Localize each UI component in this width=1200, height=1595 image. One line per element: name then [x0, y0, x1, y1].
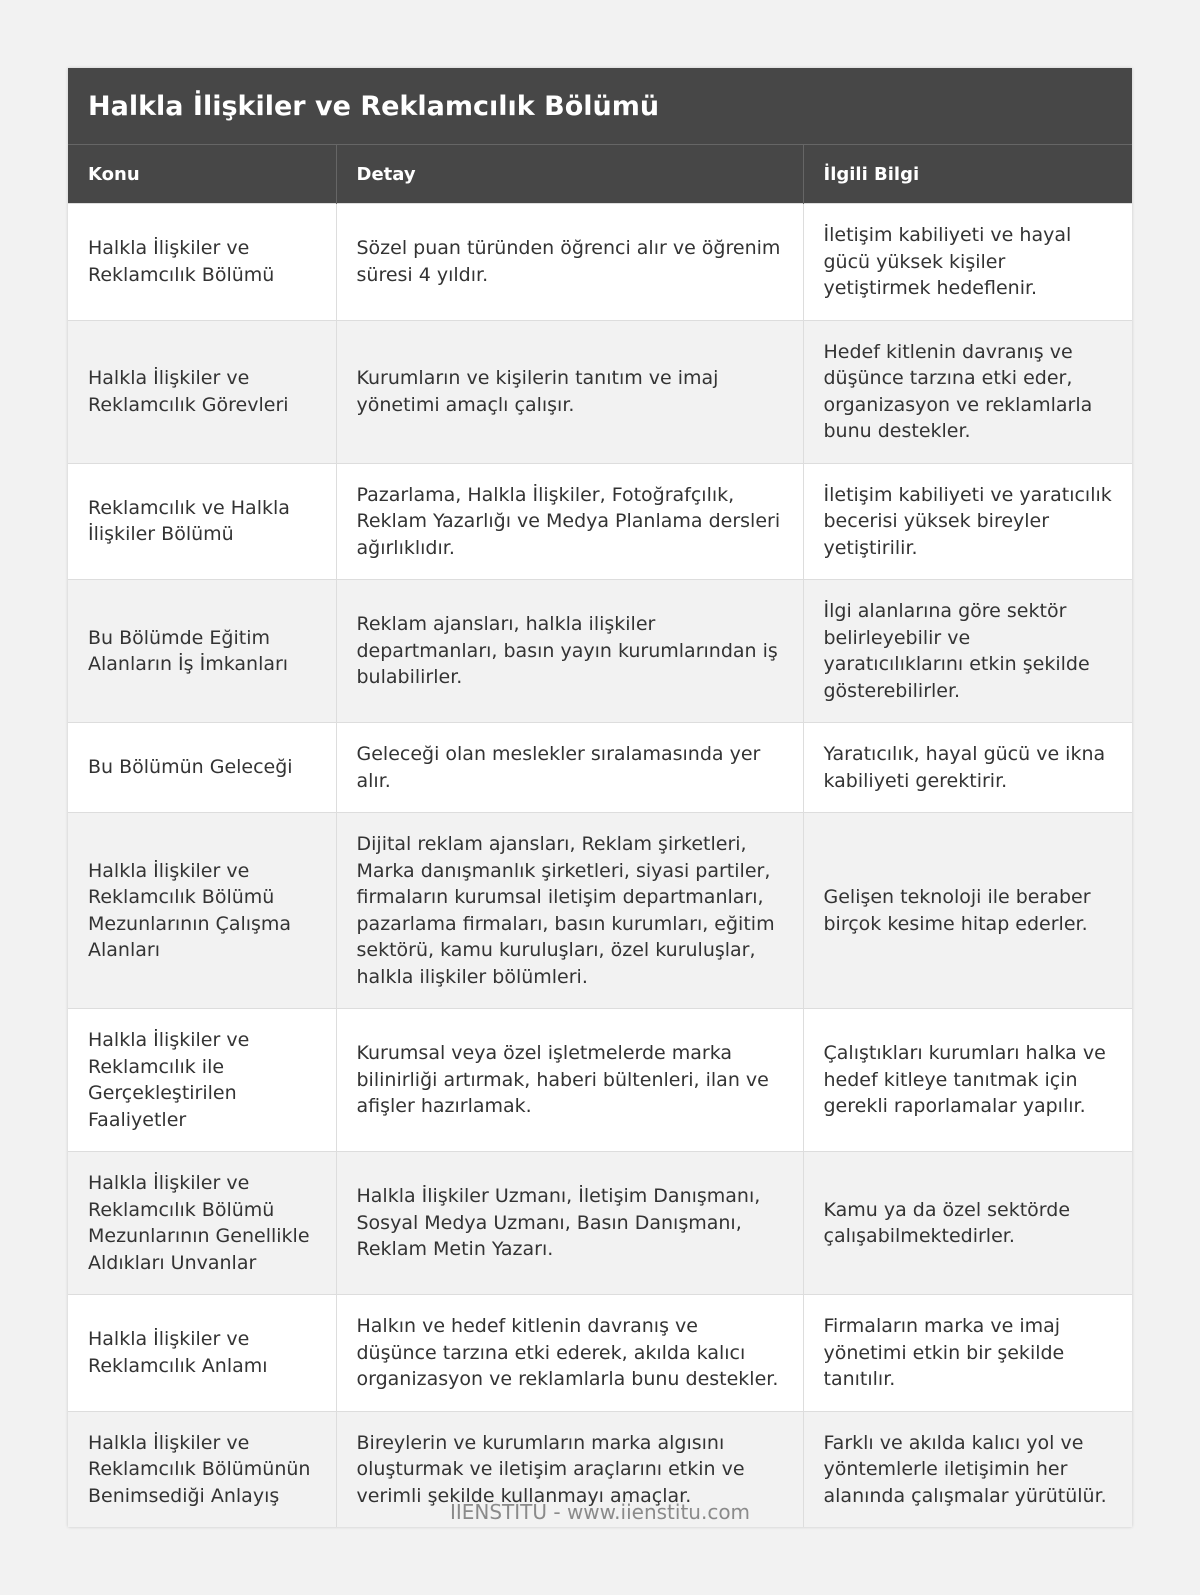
cell-detay: Sözel puan türünden öğrenci alır ve öğrenim süresi 4 yıldır.	[336, 204, 803, 321]
cell-ilgili-bilgi: İletişim kabiliyeti ve hayal gücü yüksek kişiler yetiştirmek hedeflenir.	[803, 204, 1132, 321]
cell-konu: Halkla İlişkiler ve Reklamcılık Anlamı	[68, 1295, 336, 1412]
table-title: Halkla İlişkiler ve Reklamcılık Bölümü	[68, 68, 1132, 145]
table-row	[68, 813, 1132, 1009]
cell-detay: Halkın ve hedef kitlenin davranış ve düşünce tarzına etki ederek, akılda kalıcı organizasyon ve reklamlarla bunu destekler.	[336, 1295, 803, 1412]
table-row	[68, 1009, 1132, 1152]
cell-konu: Reklamcılık ve Halkla İlişkiler Bölümü	[68, 463, 336, 580]
cell-detay: Kurumların ve kişilerin tanıtım ve imaj yönetimi amaçlı çalışır.	[336, 320, 803, 463]
cell-detay: Pazarlama, Halkla İlişkiler, Fotoğrafçılık, Reklam Yazarlığı ve Medya Planlama dersleri ağırlıklıdır.	[336, 463, 803, 580]
table-row	[68, 463, 1132, 580]
cell-ilgili-bilgi: Yaratıcılık, hayal gücü ve ikna kabiliyeti gerektirir.	[803, 723, 1132, 813]
cell-ilgili-bilgi: Firmaların marka ve imaj yönetimi etkin bir şekilde tanıtılır.	[803, 1295, 1132, 1412]
cell-detay: Dijital reklam ajansları, Reklam şirketleri, Marka danışmanlık şirketleri, siyasi partiler, firmaların kurumsal iletişim departmanları, pazarlama firmaları, basın kurumları, eğitim sektörü, kamu kuruluşları, özel kuruluşlar, halkla ilişkiler bölümleri.	[336, 813, 803, 1009]
cell-detay: Reklam ajansları, halkla ilişkiler departmanları, basın yayın kurumlarından iş bulabilirler.	[336, 580, 803, 723]
cell-detay: Kurumsal veya özel işletmelerde marka bilinirliği artırmak, haberi bültenleri, ilan ve afişler hazırlamak.	[336, 1009, 803, 1152]
table-card	[68, 68, 1132, 1527]
cell-detay: Bireylerin ve kurumların marka algısını oluşturmak ve iletişim araçlarını etkin ve verimli şekilde kullanmayı amaçlar.	[336, 1411, 803, 1527]
table-row	[68, 1152, 1132, 1295]
cell-konu: Halkla İlişkiler ve Reklamcılık ile Gerçekleştirilen Faaliyetler	[68, 1009, 336, 1152]
cell-ilgili-bilgi: Hedef kitlenin davranış ve düşünce tarzına etki eder, organizasyon ve reklamlarla bunu destekler.	[803, 320, 1132, 463]
table-row	[68, 320, 1132, 463]
table-row	[68, 580, 1132, 723]
cell-detay: Geleceği olan meslekler sıralamasında yer alır.	[336, 723, 803, 813]
cell-ilgili-bilgi: İlgi alanlarına göre sektör belirleyebilir ve yaratıcılıklarını etkin şekilde gösterebilirler.	[803, 580, 1132, 723]
cell-ilgili-bilgi: Farklı ve akılda kalıcı yol ve yöntemlerle iletişimin her alanında çalışmalar yürütülür.	[803, 1411, 1132, 1527]
cell-ilgili-bilgi: İletişim kabiliyeti ve yaratıcılık becerisi yüksek bireyler yetiştirilir.	[803, 463, 1132, 580]
info-table	[68, 145, 1132, 1527]
table-row	[68, 204, 1132, 321]
cell-konu: Bu Bölümde Eğitim Alanların İş İmkanları	[68, 580, 336, 723]
cell-konu: Halkla İlişkiler ve Reklamcılık Bölümü Mezunlarının Çalışma Alanları	[68, 813, 336, 1009]
cell-konu: Halkla İlişkiler ve Reklamcılık Bölümü Mezunlarının Genellikle Aldıkları Unvanlar	[68, 1152, 336, 1295]
header-detay: Detay	[336, 145, 803, 204]
header-row	[68, 145, 1132, 204]
footer-credit: IIENSTITU - www.iienstitu.com	[449, 1500, 751, 1524]
cell-ilgili-bilgi: Gelişen teknoloji ile beraber birçok kesime hitap ederler.	[803, 813, 1132, 1009]
cell-detay: Halkla İlişkiler Uzmanı, İletişim Danışmanı, Sosyal Medya Uzmanı, Basın Danışmanı, Reklam Metin Yazarı.	[336, 1152, 803, 1295]
cell-konu: Halkla İlişkiler ve Reklamcılık Bölümünün Benimsediği Anlayış	[68, 1411, 336, 1527]
cell-konu: Halkla İlişkiler ve Reklamcılık Bölümü	[68, 204, 336, 321]
table-row	[68, 1295, 1132, 1412]
header-ilgili-bilgi: İlgili Bilgi	[803, 145, 1132, 204]
header-konu: Konu	[68, 145, 336, 204]
table-row	[68, 723, 1132, 813]
cell-ilgili-bilgi: Kamu ya da özel sektörde çalışabilmektedirler.	[803, 1152, 1132, 1295]
cell-konu: Bu Bölümün Geleceği	[68, 723, 336, 813]
cell-ilgili-bilgi: Çalıştıkları kurumları halka ve hedef kitleye tanıtmak için gerekli raporlamalar yapılır.	[803, 1009, 1132, 1152]
cell-konu: Halkla İlişkiler ve Reklamcılık Görevleri	[68, 320, 336, 463]
